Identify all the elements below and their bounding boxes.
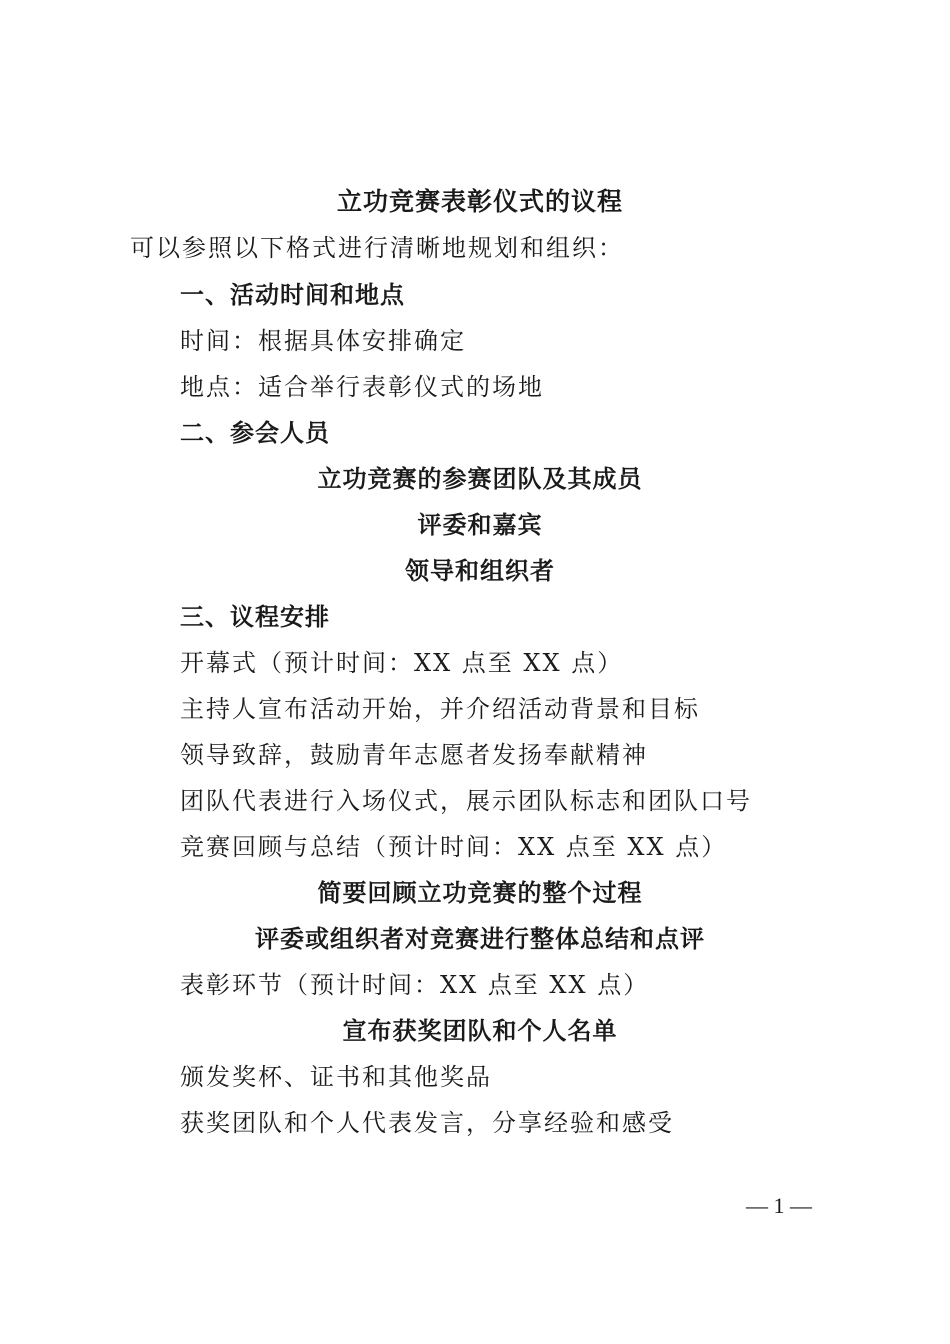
award-announce: 宣布获奖团队和个人名单	[342, 1016, 618, 1045]
section-heading-agenda: 三、议程安排	[180, 603, 330, 631]
award-item-prizes: 颁发奖杯、证书和其他奖品	[180, 1063, 492, 1091]
attendee-teams: 立功竞赛的参赛团队及其成员	[317, 464, 643, 493]
time-line: 时间：根据具体安排确定	[180, 327, 466, 355]
review-item-comment: 评委或组织者对竞赛进行整体总结和点评	[255, 924, 705, 953]
document-title: 立功竞赛表彰仪式的议程	[336, 187, 623, 216]
opening-item-entrance: 团队代表进行入场仪式，展示团队标志和团队口号	[180, 787, 752, 815]
intro-text: 可以参照以下格式进行清晰地规划和组织：	[130, 234, 624, 262]
opening-item-host: 主持人宣布活动开始，并介绍活动背景和目标	[180, 695, 700, 723]
award-item-speech: 获奖团队和个人代表发言，分享经验和感受	[180, 1109, 674, 1137]
review-item-recap: 简要回顾立功竞赛的整个过程	[317, 878, 643, 907]
award-session: 表彰环节（预计时间：XX 点至 XX 点）	[180, 971, 650, 999]
attendee-judges: 评委和嘉宾	[417, 510, 543, 539]
opening-ceremony: 开幕式（预计时间：XX 点至 XX 点）	[180, 649, 624, 677]
attendee-leaders: 领导和组织者	[405, 556, 555, 585]
review-summary: 竞赛回顾与总结（预计时间：XX 点至 XX 点）	[180, 833, 728, 861]
section-heading-time-place: 一、活动时间和地点	[180, 281, 405, 309]
page-number: — 1 —	[746, 1193, 812, 1218]
section-heading-attendees: 二、参会人员	[180, 419, 330, 447]
opening-item-speech: 领导致辞，鼓励青年志愿者发扬奉献精神	[180, 741, 648, 769]
place-line: 地点：适合举行表彰仪式的场地	[180, 373, 544, 401]
